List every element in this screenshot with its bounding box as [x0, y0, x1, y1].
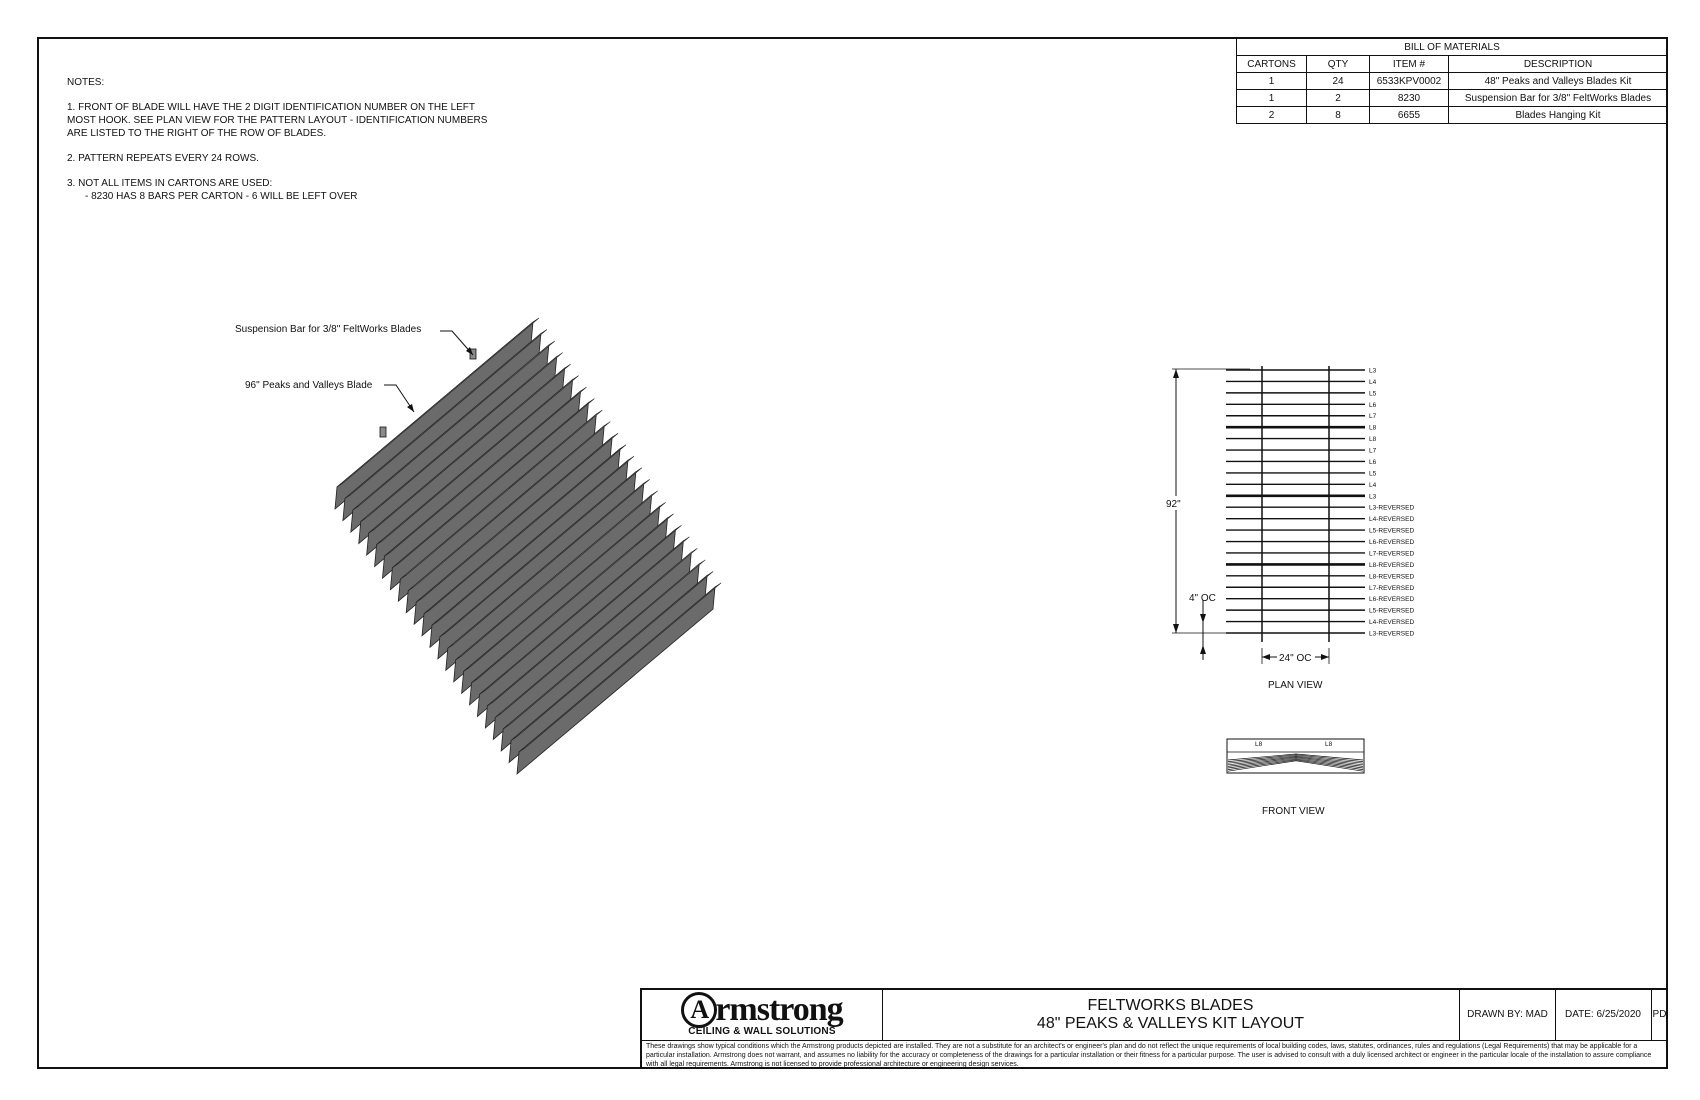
plan-rows: [1226, 368, 1414, 638]
suspension-hook: [380, 427, 386, 437]
bom-title: BILL OF MATERIALS: [1237, 39, 1668, 56]
drawing-code: PD: [1652, 1009, 1667, 1020]
plan-row-label: L4-REVERSED: [1369, 619, 1415, 627]
bom-cell: 48" Peaks and Valleys Blades Kit: [1449, 73, 1668, 90]
plan-row-label: L8: [1369, 424, 1377, 432]
disclaimer: These drawings show typical conditions which the Armstrong products depicted are installed. They are not a substitute for an architect's or engineer's plan and do not reflect the unique requirements of local building codes, laws, statutes, ordinances, rules and regulations (Legal Requirements) that may be applicable for a particular installation. Armstrong does not warrant, and assumes no liability for the accuracy or completeness of the drawings for a particular installation or their fitness for a particular purpose. The user is advised to consult with a duly licensed architect or engineer in the particular locale of the installation to assure compliance with all legal requirements. Armstrong is not licensed to provide professional architecture or engineering design services.: [642, 1040, 1668, 1069]
dim-arrow: [1173, 624, 1179, 633]
plan-view-caption: PLAN VIEW: [1268, 680, 1323, 691]
plan-row-label: L6: [1369, 401, 1377, 409]
title-line-1: FELTWORKS BLADES: [1087, 997, 1254, 1014]
dim-arrow: [1200, 614, 1206, 623]
bom-cell: 8230: [1370, 90, 1449, 107]
plan-row-label: L7: [1369, 413, 1377, 421]
armstrong-logo: [642, 990, 883, 1040]
drawing-title: [882, 990, 1460, 1040]
plan-row-label: L8-REVERSED: [1369, 573, 1415, 581]
note-2: 2. PATTERN REPEATS EVERY 24 ROWS.: [67, 153, 259, 164]
front-view: [1227, 739, 1364, 817]
logo-letter: A: [681, 992, 717, 1028]
plan-row-label: L3-REVERSED: [1369, 504, 1415, 512]
dim-arrow: [1200, 645, 1206, 654]
drawn-by: DRAWN BY: MAD: [1460, 990, 1556, 1040]
bom-cell: 8: [1307, 107, 1370, 124]
isometric-blade-array: [335, 318, 721, 774]
title-block: [640, 988, 1668, 1069]
dim-arrow: [1173, 369, 1179, 378]
bom-header: QTY: [1307, 56, 1370, 73]
dim-arrow: [1321, 654, 1329, 660]
callout-suspension-bar: Suspension Bar for 3/8" FeltWorks Blades: [235, 324, 422, 335]
callout-blade: 96" Peaks and Valleys Blade: [245, 380, 373, 391]
bom-header: ITEM #: [1370, 56, 1449, 73]
notes-heading: NOTES:: [67, 77, 105, 88]
plan-row-label: L6-REVERSED: [1369, 539, 1415, 547]
front-hook-label: L8: [1325, 741, 1333, 748]
dim-height-label: 92": [1166, 499, 1181, 510]
plan-row-label: L3: [1369, 367, 1377, 375]
bom-cell: 1: [1237, 90, 1307, 107]
bom-cell: 2: [1307, 90, 1370, 107]
front-hook-label: L8: [1255, 741, 1263, 748]
plan-row-label: L6-REVERSED: [1369, 596, 1415, 604]
plan-row-label: L7: [1369, 447, 1377, 455]
bom-cell: Suspension Bar for 3/8" FeltWorks Blades: [1449, 90, 1668, 107]
front-view-caption: FRONT VIEW: [1262, 806, 1325, 817]
plan-row-label: L4: [1369, 481, 1377, 489]
bom-header: DESCRIPTION: [1449, 56, 1668, 73]
plan-row-label: L4-REVERSED: [1369, 516, 1415, 524]
plan-view: [1163, 366, 1414, 691]
plan-row-label: L7-REVERSED: [1369, 584, 1415, 592]
bom-cell: 1: [1237, 73, 1307, 90]
plan-row-label: L5: [1369, 390, 1377, 398]
dim-arrow: [1262, 654, 1270, 660]
plan-row-label: L8-REVERSED: [1369, 561, 1415, 569]
drawing-date: DATE: 6/25/2020: [1555, 990, 1652, 1040]
plan-row-label: L5-REVERSED: [1369, 527, 1415, 535]
bom-cell: 2: [1237, 107, 1307, 124]
plan-row-label: L8: [1369, 436, 1377, 444]
note-3: 3. NOT ALL ITEMS IN CARTONS ARE USED:: [67, 178, 273, 189]
leader-arrow: [407, 404, 414, 412]
logo-wordmark: [642, 992, 882, 1028]
bom-cell: 24: [1307, 73, 1370, 90]
plan-row-label: L5-REVERSED: [1369, 607, 1415, 615]
plan-row-label: L3-REVERSED: [1369, 630, 1415, 638]
dim-width-label: 24" OC: [1279, 653, 1312, 664]
logo-tagline: CEILING & WALL SOLUTIONS: [688, 1026, 836, 1037]
front-view-blade-profiles: [1228, 754, 1363, 771]
dim-spacing-label: 4" OC: [1189, 593, 1216, 604]
bom-cell: 6655: [1370, 107, 1449, 124]
plan-row-label: L6: [1369, 458, 1377, 466]
title-line-2: 48" PEAKS & VALLEYS KIT LAYOUT: [1036, 1015, 1305, 1032]
bom-header: CARTONS: [1237, 56, 1307, 73]
note-3a: - 8230 HAS 8 BARS PER CARTON - 6 WILL BE LEFT OVER: [85, 191, 358, 202]
bom-cell: 6533KPV0002: [1370, 73, 1449, 90]
logo-text: rmstrong: [715, 991, 843, 1028]
note-1: 1. FRONT OF BLADE WILL HAVE THE 2 DIGIT IDENTIFICATION NUMBER ON THE LEFT MOST HOOK. SEE PLAN VIEW FOR THE PATTERN LAYOUT - IDENTIFICATION NUMBERS ARE LISTED TO THE RIGHT OF THE ROW OF BLADES.: [67, 102, 488, 139]
plan-row-label: L3: [1369, 493, 1377, 501]
plan-row-label: L4: [1369, 378, 1377, 386]
plan-row-label: L7-REVERSED: [1369, 550, 1415, 558]
plan-row-label: L5: [1369, 470, 1377, 478]
bom-cell: Blades Hanging Kit: [1449, 107, 1668, 124]
